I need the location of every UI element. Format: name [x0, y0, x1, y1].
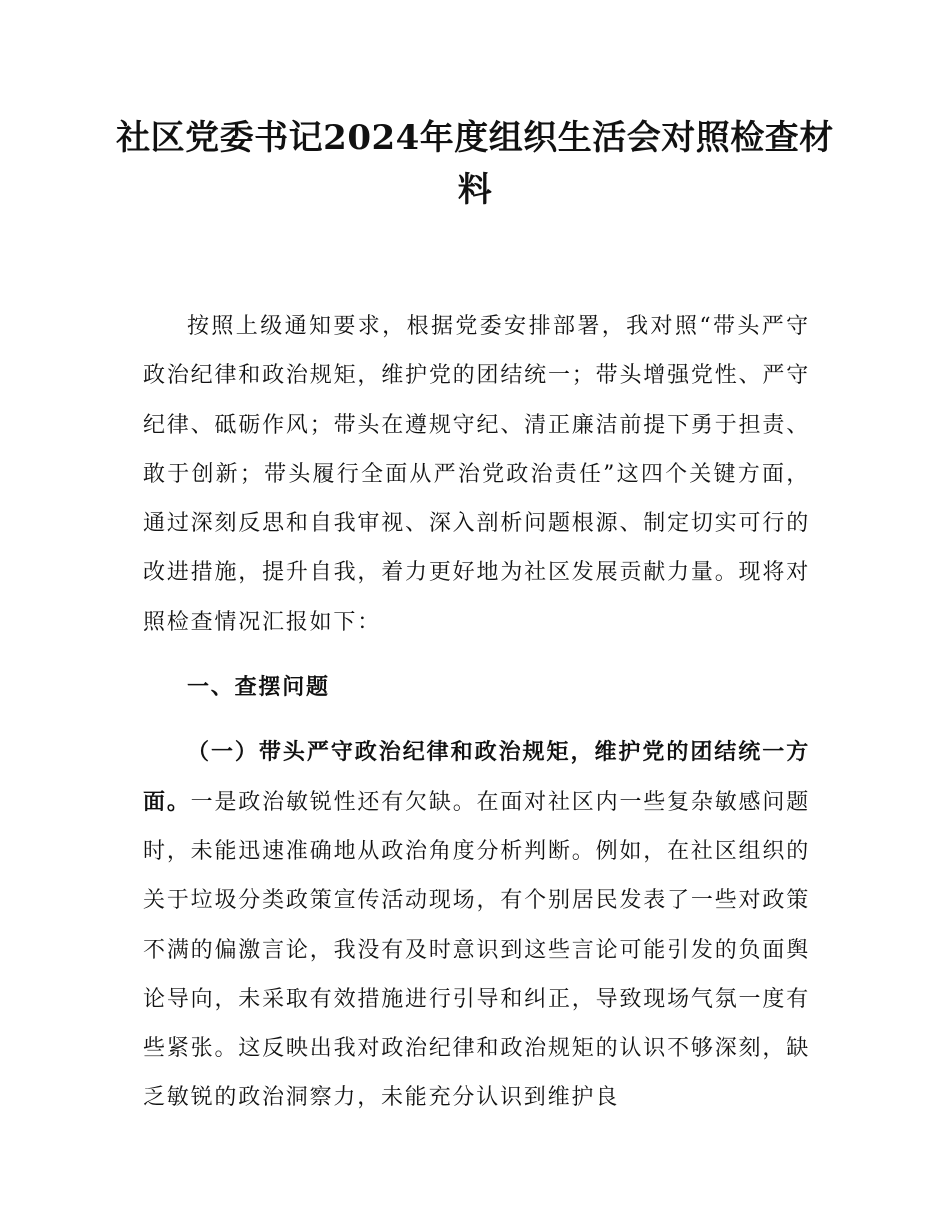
document-body	[143, 302, 810, 1123]
section-heading: 一、查摆问题	[187, 675, 330, 701]
intro-paragraph: 按照上级通知要求，根据党委安排部署，我对照“带头严守政治纪律和政治规矩，维护党的团结统一；带头增强党性、严守纪律、砥砺作风；带头在遵规守纪、清正廉洁前提下勇于担责、敢于创新；带头履行全面从严治党政治责任”这四个关键方面，通过深刻反思和自我审视、深入剖析问题根源、制定切实可行的改进措施，提升自我，着力更好地为社区发展贡献力量。现将对照检查情况汇报如下：	[143, 314, 810, 635]
subsection-heading: （一）带头严守政治纪律和政治规矩，维护党的团结统一方面。	[143, 740, 810, 815]
document-title: 社区党委书记2024年度组织生活会对照检查材料	[116, 118, 834, 210]
subsection-body: 一是政治敏锐性还有欠缺。在面对社区内一些复杂敏感问题时，未能迅速准确地从政治角度分析判断。例如，在社区组织的关于垃圾分类政策宣传活动现场，有个别居民发表了一些对政策不满的偏激言论，我没有及时意识到这些言论可能引发的负面舆论导向，未采取有效措施进行引导和纠正，导致现场气氛一度有些紧张。这反映出我对政治纪律和政治规矩的认识不够深刻，缺乏敏锐的政治洞察力，未能充分认识到维护良	[143, 789, 810, 1111]
subsection-paragraph	[143, 728, 810, 1122]
